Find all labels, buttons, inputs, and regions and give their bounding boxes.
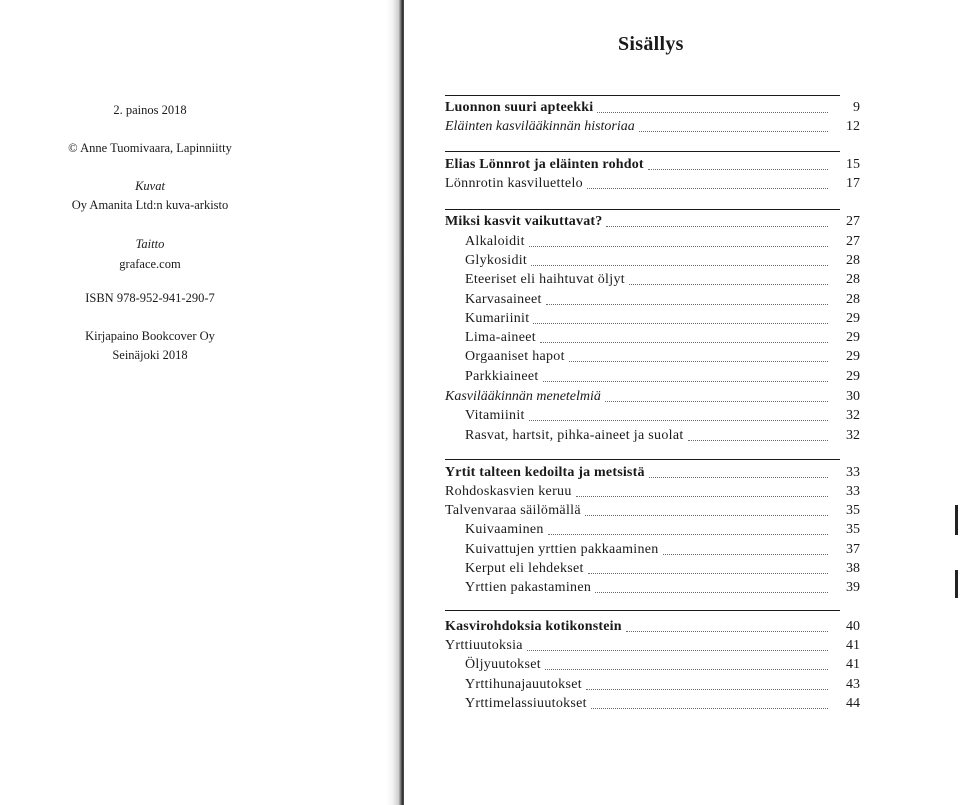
toc-entry-page: 41 [846,638,860,653]
toc-entry [445,559,860,578]
toc-entry [445,174,860,193]
toc-entry [445,270,860,289]
dot-leader [629,284,828,285]
toc-entry [445,655,860,674]
toc-entry [445,251,860,270]
toc-entry [445,98,860,117]
toc-entry-page: 41 [846,657,860,672]
toc-entry [445,347,860,366]
left-page [0,0,386,805]
toc-entry-title: Miksi kasvit vaikuttavat? [445,214,603,229]
toc-entry [445,636,860,655]
toc-entry-title: Yrttihunajauutokset [465,677,582,692]
toc-entry-page: 27 [846,214,860,229]
dot-leader [606,226,828,227]
toc-entry-page: 32 [846,428,860,443]
dot-leader [569,361,828,362]
dot-leader [605,401,828,402]
toc-entry-page: 43 [846,677,860,692]
toc-entry-title: Lönnrotin kasviluettelo [445,176,583,191]
toc-entry-title: Kumariinit [465,311,530,326]
dot-leader [648,169,828,170]
dot-leader [531,265,828,266]
dot-leader [586,689,828,690]
toc-entry [445,520,860,539]
toc-entry-page: 29 [846,369,860,384]
dot-leader [546,304,828,305]
dot-leader [545,669,828,670]
toc-entry-title: Eteeriset eli haihtuvat öljyt [465,272,625,287]
dot-leader [626,631,828,632]
toc-entry-title: Yrttiuutoksia [445,638,523,653]
toc-entry-page: 40 [846,619,860,634]
photos-credit: Oy Amanita Ltd:n kuva-arkisto [71,198,229,212]
toc-entry [445,617,860,636]
section-rule [445,459,840,460]
copyright: © Anne Tuomivaara, Lapinniitty [68,141,232,155]
toc-entry [445,694,860,713]
toc-entry [445,328,860,347]
toc-entry-title: Karvasaineet [465,292,542,307]
toc-entry [445,540,860,559]
toc-entry-title: Rasvat, hartsit, pihka-aineet ja suolat [465,428,684,443]
toc-entry-title: Glykosidit [465,253,528,268]
toc-entry-page: 35 [846,522,860,537]
toc-entry-title: Elias Lönnrot ja eläinten rohdot [445,157,644,172]
toc-entry-page: 32 [846,408,860,423]
toc-entry [445,501,860,520]
page-edge-mark [955,570,958,598]
dot-leader [639,131,828,132]
dot-leader [595,592,828,593]
toc-entry-title: Talvenvaraa säilömällä [445,503,581,518]
toc-entry-title: Rohdoskasvien keruu [445,484,572,499]
toc-entry-title: Kuivattujen yrttien pakkaaminen [465,542,659,557]
toc-entry-title: Kasvirohdoksia kotikonstein [445,619,622,634]
section-rule [445,209,840,210]
toc-entry [445,387,860,406]
toc-entry-title: Orgaaniset hapot [465,349,565,364]
isbn: ISBN 978-952-941-290-7 [85,291,215,305]
toc-entry [445,117,860,136]
toc-entry [445,482,860,501]
toc-entry-page: 28 [846,253,860,268]
section-rule [445,95,840,96]
toc-entry-title: Kerput eli lehdekset [465,561,584,576]
toc-entry [445,232,860,251]
toc-entry [445,367,860,386]
dot-leader [529,246,828,247]
dot-leader [527,650,828,651]
toc-entry-title: Yrttimelassiuutokset [465,696,587,711]
toc-entry [445,578,860,597]
toc-entry [445,406,860,425]
section-rule [445,151,840,152]
toc-entry-page: 33 [846,465,860,480]
toc-entry-page: 15 [846,157,860,172]
toc-entry-title: Parkkiaineet [465,369,539,384]
dot-leader [576,496,828,497]
dot-leader [591,708,828,709]
toc-entry [445,309,860,328]
place-year: Seinäjoki 2018 [112,348,188,362]
toc-entry-page: 17 [846,176,860,191]
layout-label: Taitto [135,237,165,251]
dot-leader [597,112,828,113]
toc-entry-page: 29 [846,349,860,364]
toc-entry [445,463,860,482]
toc-entry-page: 27 [846,234,860,249]
toc-entry-title: Yrttien pakastaminen [465,580,592,595]
section-rule [445,610,840,611]
dot-leader [663,554,828,555]
toc-entry-title: Kuivaaminen [465,522,544,537]
dot-leader [649,477,828,478]
toc-entry-title: Vitamiinit [465,408,525,423]
toc-entry-page: 39 [846,580,860,595]
toc-title: Sisällys [618,33,684,55]
dot-leader [540,342,828,343]
toc-entry-page: 35 [846,503,860,518]
toc-entry-page: 29 [846,311,860,326]
toc-entry [445,675,860,694]
toc-entry [445,155,860,174]
toc-entry-title: Kasvilääkinnän menetelmiä [445,389,601,404]
toc-entry-page: 30 [846,389,860,404]
dot-leader [533,323,828,324]
toc-entry-page: 9 [853,100,860,115]
toc-entry-title: Öljyuutokset [465,657,541,672]
dot-leader [587,188,828,189]
edition: 2. painos 2018 [113,103,187,117]
toc-entry-page: 33 [846,484,860,499]
dot-leader [548,534,828,535]
page-edge-mark [955,505,958,535]
photos-label: Kuvat [135,179,165,193]
toc-entry-title: Alkaloidit [465,234,525,249]
toc-entry-title: Lima-aineet [465,330,536,345]
toc-entry-title: Eläinten kasvilääkinnän historiaa [445,119,635,134]
toc-entry-page: 28 [846,272,860,287]
layout-credit: graface.com [119,257,181,271]
toc-entry-title: Luonnon suuri apteekki [445,100,594,115]
toc-entry-page: 44 [846,696,860,711]
toc-entry-title: Yrtit talteen kedoilta ja metsistä [445,465,645,480]
toc-entry [445,212,860,231]
toc-entry-page: 38 [846,561,860,576]
toc-entry-page: 12 [846,119,860,134]
toc-entry [445,290,860,309]
dot-leader [543,381,828,382]
dot-leader [688,440,828,441]
dot-leader [588,573,828,574]
toc-entry [445,426,860,445]
dot-leader [529,420,828,421]
printer: Kirjapaino Bookcover Oy [85,329,215,343]
toc-entry-page: 28 [846,292,860,307]
toc-entry-page: 37 [846,542,860,557]
book-spine [386,0,404,805]
toc-entry-page: 29 [846,330,860,345]
dot-leader [585,515,828,516]
